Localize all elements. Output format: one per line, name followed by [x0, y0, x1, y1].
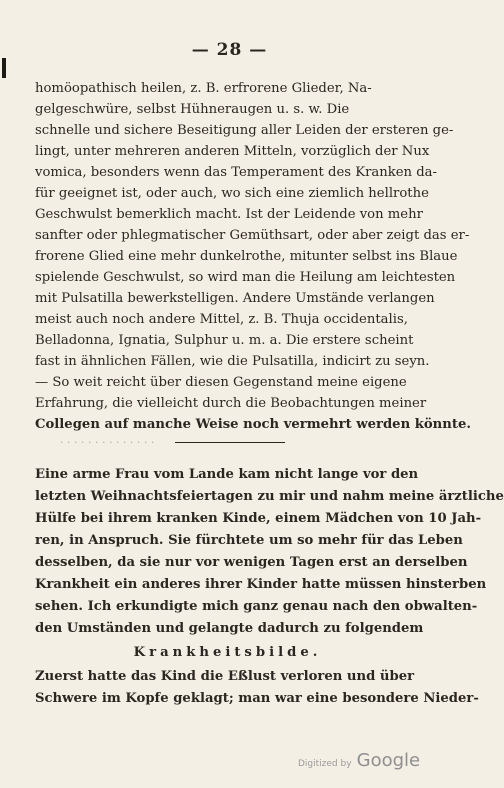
- text-line: letzten Weihnachtsfeiertagen zu mir und nahm meine ärztliche: [35, 489, 504, 504]
- text-line: Zuerst hatte das Kind die Eßlust verloren und über: [35, 669, 415, 684]
- text-line: lingt, unter mehreren anderen Mitteln, vorzüglich der Nux: [35, 144, 430, 159]
- text-line: ren, in Anspruch. Sie fürchtete um so mehr für das Leben: [35, 533, 463, 548]
- text-line: — So weit reicht über diesen Gegenstand meine eigene: [35, 375, 407, 390]
- page-number: — 28 —: [191, 40, 268, 60]
- text-line: frorene Glied eine mehr dunkelrothe, mitunter selbst ins Blaue: [35, 249, 458, 264]
- margin-mark: [2, 58, 6, 78]
- text-line: Schwere im Kopfe geklagt; man war eine besondere Nieder-: [35, 691, 479, 706]
- google-logo: Google: [356, 750, 421, 771]
- google-watermark: [298, 750, 420, 771]
- text-line: desselben, da sie nur vor wenigen Tagen erst an derselben: [35, 555, 468, 570]
- text-line: vomica, besonders wenn das Temperament des Kranken da-: [35, 165, 437, 180]
- text-line: Geschwulst bemerklich macht. Ist der Leidende von mehr: [35, 207, 423, 222]
- text-line: Eine arme Frau vom Lande kam nicht lange vor den: [35, 467, 419, 482]
- text-line: meist auch noch andere Mittel, z. B. Thuja occidentalis,: [35, 312, 408, 327]
- text-line: sehen. Ich erkundigte mich ganz genau nach den obwalten-: [35, 599, 478, 614]
- text-line: schnelle und sichere Beseitigung aller Leiden der ersteren ge-: [35, 123, 454, 138]
- text-line: spielende Geschwulst, so wird man die Heilung am leichtesten: [35, 270, 456, 285]
- text-line: Collegen auf manche Weise noch vermehrt werden könnte.: [35, 417, 471, 432]
- section-divider: [175, 442, 285, 443]
- text-line: Belladonna, Ignatia, Sulphur u. m. a. Die erstere scheint: [35, 333, 414, 348]
- text-line: sanfter oder phlegmatischer Gemüthsart, oder aber zeigt das er-: [35, 228, 470, 243]
- text-line: Krankheit ein anderes ihrer Kinder hatte müssen hinsterben: [35, 577, 487, 592]
- watermark-prefix: Digitized by: [298, 759, 352, 769]
- text-line: homöopathisch heilen, z. B. erfrorene Glieder, Na-: [35, 81, 372, 96]
- text-line: Erfahrung, die vielleicht durch die Beobachtungen meiner: [35, 396, 427, 411]
- bleed-through-text: · · · · · · · · · · · · · ·: [60, 436, 155, 449]
- text-line: Hülfe bei ihrem kranken Kinde, einem Mädchen von 10 Jah-: [35, 511, 482, 526]
- text-line: fast in ähnlichen Fällen, wie die Pulsatilla, indicirt zu seyn.: [35, 354, 430, 369]
- text-line: den Umständen und gelangte dadurch zu folgendem: [35, 621, 424, 636]
- section-heading: Krankheitsbilde.: [133, 645, 322, 660]
- text-line: mit Pulsatilla bewerkstelligen. Andere Umstände verlangen: [35, 291, 435, 306]
- text-line: gelgeschwüre, selbst Hühneraugen u. s. w. Die: [35, 102, 350, 117]
- text-line: für geeignet ist, oder auch, wo sich eine ziemlich hellrothe: [35, 186, 429, 201]
